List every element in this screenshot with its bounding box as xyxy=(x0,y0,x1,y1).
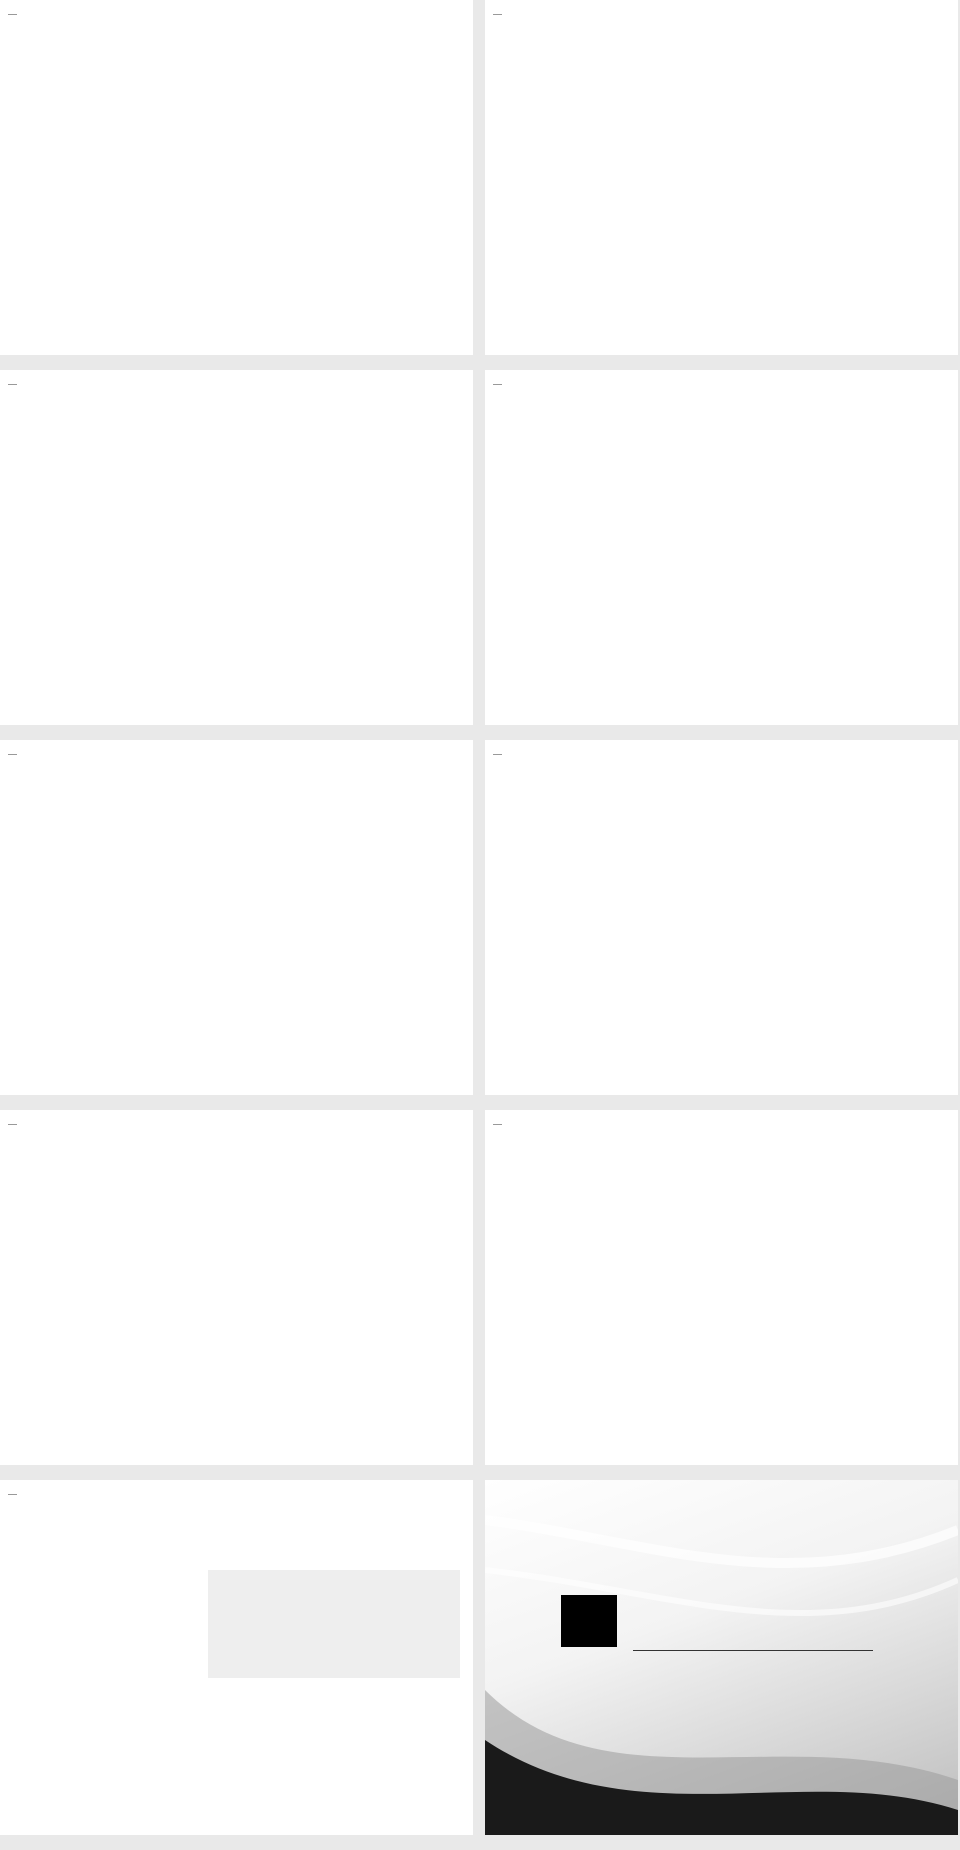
slide-44 xyxy=(0,370,473,725)
slide-mark xyxy=(493,14,502,15)
slide-45 xyxy=(485,370,958,725)
slide-mark xyxy=(8,754,17,755)
panel-bar-chart xyxy=(215,1596,455,1676)
slide-51 xyxy=(485,1480,958,1835)
slide-42 xyxy=(0,0,473,355)
slide-50 xyxy=(0,1480,473,1835)
slide-47 xyxy=(485,740,958,1095)
slide-43 xyxy=(485,0,958,355)
pie-chart xyxy=(55,1228,225,1388)
slide-48 xyxy=(0,1110,473,1465)
section-index-box xyxy=(561,1595,617,1647)
slide-mark xyxy=(493,384,502,385)
slide-mark xyxy=(8,384,17,385)
annual-bar-chart xyxy=(50,508,230,630)
slide-mark xyxy=(493,1124,502,1125)
conclusion xyxy=(100,1728,430,1748)
slide-49 xyxy=(485,1110,958,1465)
bar-chart-right xyxy=(232,85,432,215)
monthly-line-chart xyxy=(240,508,465,638)
slide-mark xyxy=(8,14,17,15)
slide-46 xyxy=(0,740,473,1095)
percent-donut xyxy=(50,1565,210,1685)
background-waves xyxy=(485,1480,958,1835)
slide-mark xyxy=(493,754,502,755)
section-divider xyxy=(633,1650,873,1651)
bar-chart-left xyxy=(40,85,240,215)
donut-chart xyxy=(270,1228,440,1388)
horizontal-bar-chart xyxy=(60,844,440,1066)
line-chart-left xyxy=(525,865,740,1015)
line-chart-right xyxy=(735,865,950,1015)
slide-mark xyxy=(8,1494,17,1495)
slide-mark xyxy=(8,1124,17,1125)
grouped-bar-chart xyxy=(515,474,945,674)
bar-chart xyxy=(523,128,793,270)
donut-group xyxy=(525,1194,945,1344)
